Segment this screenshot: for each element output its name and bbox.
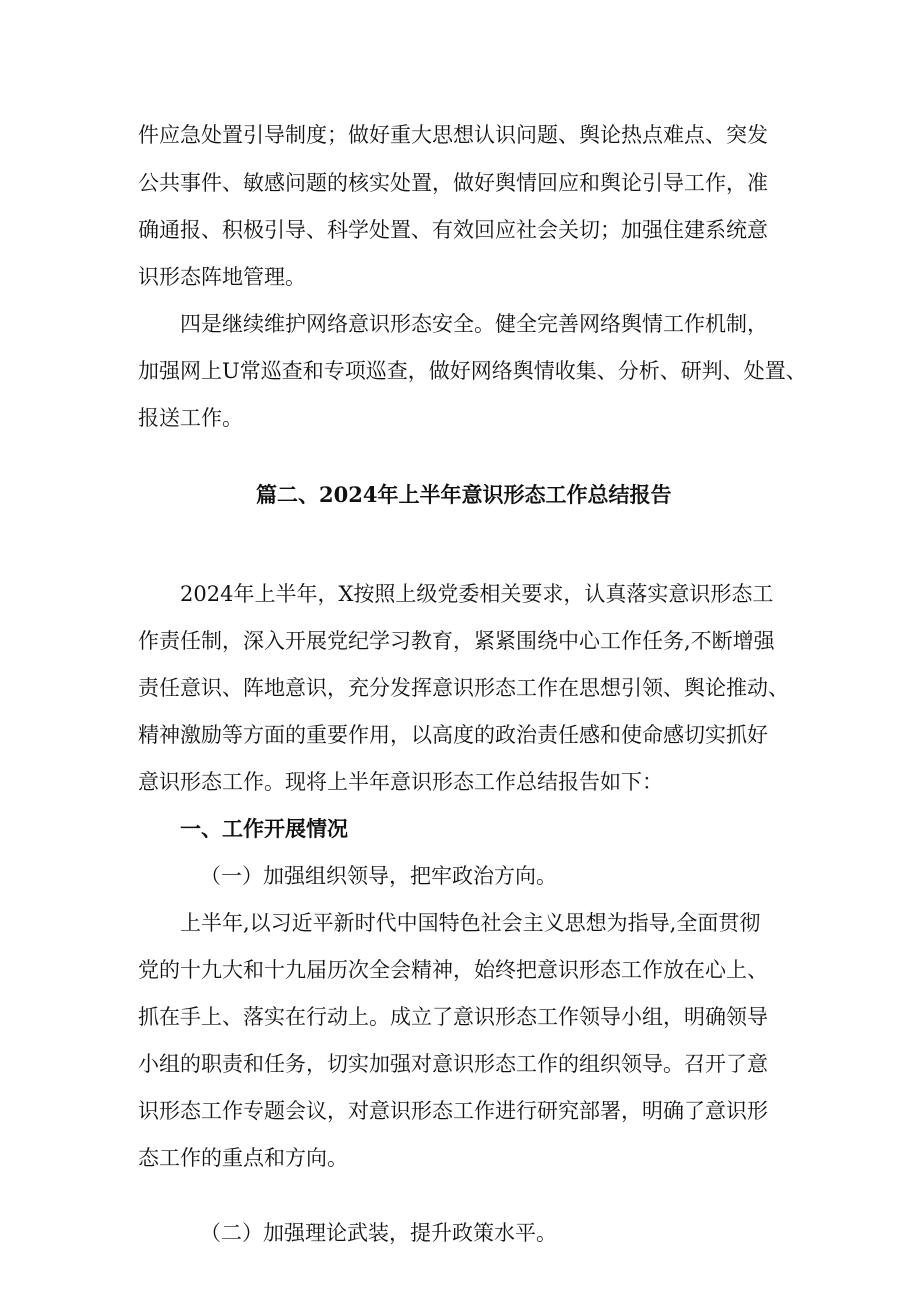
paragraph-line: 件应急处置引导制度；做好重大思想认识问题、舆论热点难点、突发 bbox=[138, 123, 768, 147]
paragraph-line: 小组的职责和任务，切实加强对意识形态工作的组织领导。召开了意 bbox=[138, 1052, 768, 1076]
paragraph-line: 四是继续维护网络意识形态安全。健全完善网络舆情工作机制， bbox=[180, 312, 768, 336]
paragraph-line: 态工作的重点和方向。 bbox=[138, 1146, 348, 1170]
paragraph-line: 上半年,以习近平新时代中国特色社会主义思想为指导,全面贯彻 bbox=[180, 911, 761, 935]
paragraph-line: 公共事件、敏感问题的核实处置，做好舆情回应和舆论引导工作，准 bbox=[138, 171, 768, 195]
paragraph-line: 识形态阵地管理。 bbox=[138, 265, 306, 289]
paragraph-line: 作责任制，深入开展党纪学习教育，紧紧围绕中心工作任务,不断增强 bbox=[138, 629, 775, 653]
subheading: （一）加强组织领导，把牢政治方向。 bbox=[200, 864, 557, 888]
paragraph-line: 识形态工作专题会议，对意识形态工作进行研究部署，明确了意识形 bbox=[138, 1099, 768, 1123]
heading: 一、工作开展情况 bbox=[180, 816, 348, 841]
section-title: 篇二、2024年上半年意识形态工作总结报告 bbox=[256, 482, 672, 507]
paragraph-line: 党的十九大和十九届历次全会精神，始终把意识形态工作放在心上、 bbox=[138, 958, 768, 982]
subheading: （二）加强理论武装，提升政策水平。 bbox=[200, 1221, 557, 1245]
paragraph-line: 确通报、积极引导、科学处置、有效回应社会关切；加强住建系统意 bbox=[138, 218, 768, 242]
paragraph-line: 2024年上半年，X按照上级党委相关要求，认真落实意识形态工 bbox=[180, 582, 774, 606]
paragraph-line: 意识形态工作。现将上半年意识形态工作总结报告如下： bbox=[138, 770, 663, 794]
paragraph-line: 抓在手上、落实在行动上。成立了意识形态工作领导小组，明确领导 bbox=[138, 1005, 768, 1029]
paragraph-line: 精神激励等方面的重要作用，以高度的政治责任感和使命感切实抓好 bbox=[138, 723, 768, 747]
paragraph-line: 加强网上U常巡查和专项巡查，做好网络舆情收集、分析、研判、处置、 bbox=[138, 359, 807, 383]
paragraph-line: 报送工作。 bbox=[138, 406, 243, 430]
paragraph-line: 责任意识、阵地意识，充分发挥意识形态工作在思想引领、舆论推动、 bbox=[138, 676, 789, 700]
